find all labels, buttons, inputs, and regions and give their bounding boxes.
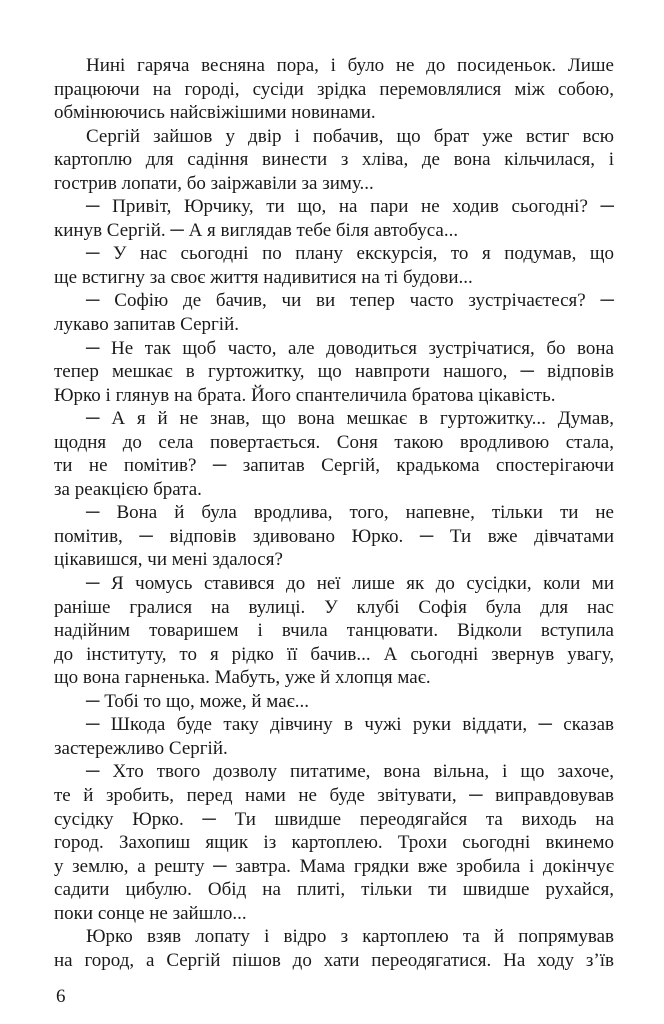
text-line: обмінюючись найсвіжішими новинами.: [54, 102, 376, 124]
text-line: цікавишся, чи мені здалося?: [54, 549, 283, 571]
text-line: ти не помітив? ─ запитав Сергій, крадькома спостерігаючи: [54, 455, 614, 477]
text-line: раніше гралися на вулиці. У клубі Софія була для нас: [54, 596, 614, 618]
text-line: город. Захопиш ящик із картоплею. Трохи сьогодні вкинемо: [54, 832, 614, 854]
text-line: Нині гаряча весняна пора, і було не до посиденьок. Лише: [86, 55, 614, 76]
text-line: що вона гарненька. Мабуть, уже й хлопця має.: [54, 667, 431, 689]
text-line: на город, а Сергій пішов до хати переодягатися. На ходу з’їв: [54, 949, 614, 971]
text-line: працюючи на городі, сусіди зрідка перемовлялися між собою,: [54, 78, 614, 100]
text-line: те й зробить, перед нами не буде звітувати, ─ виправдовував: [54, 784, 614, 806]
text-line: гострив лопати, бо заіржавіли за зиму...: [54, 172, 374, 194]
text-line: ─ А я й не знав, що вона мешкає в гуртожитку... Думав,: [86, 408, 614, 430]
page-number: 6: [56, 986, 66, 1007]
text-line: лукаво запитав Сергій.: [54, 314, 239, 336]
text-line: тепер мешкає в гуртожитку, що навпроти нашого, ─ відповів: [54, 361, 614, 383]
text-line: ─ Вона й була вродлива, того, напевне, тільки ти не: [86, 502, 614, 524]
text-line: ще встигну за своє життя надивитися на ті будови...: [54, 266, 473, 288]
text-line: ─ Тобі то що, може, й має...: [86, 690, 310, 712]
text-line: садити цибулю. Обід на плиті, тільки ти швидше рухайся,: [54, 879, 614, 901]
text-line: ─ Софію де бачив, чи ви тепер часто зустрічаєтеся? ─: [86, 290, 614, 312]
text-line: ─ Я чомусь ставився до неї лише як до сусідки, коли ми: [86, 573, 614, 595]
text-line: картоплю для садіння винести з хліва, де вона кільчилася, і: [54, 149, 614, 171]
text-line: надійним товаришем і вчила танцювати. Відколи вступила: [54, 620, 614, 642]
text-line: за реакцією брата.: [54, 478, 202, 500]
text-line: застережливо Сергій.: [54, 737, 228, 759]
text-line: у землю, а решту ─ завтра. Мама грядки вже зробила і докінчує: [54, 855, 614, 877]
text-line: ─ Не так щоб часто, але доводиться зустрічатися, бо вона: [86, 337, 614, 359]
text-line: кинув Сергій. ─ А я виглядав тебе біля автобуса...: [54, 219, 459, 241]
text-line: помітив, ─ відповів здивовано Юрко. ─ Ти вже дівчатами: [54, 525, 614, 547]
text-line: Юрко і глянув на брата. Його спантеличила братова цікавість.: [54, 384, 556, 406]
text-line: ─ Хто твого дозволу питатиме, вона вільна, і що захоче,: [86, 761, 614, 783]
text-line: ─ Шкода буде таку дівчину в чужі руки віддати, ─ сказав: [86, 714, 614, 736]
text-line: до інституту, то я рідко її бачив... А сьогодні звернув увагу,: [54, 643, 614, 665]
text-line: Юрко взяв лопату і відро з картоплею та й попрямував: [86, 926, 614, 948]
text-line: Сергій зайшов у двір і побачив, що брат уже встиг всю: [86, 125, 614, 147]
text-line: щодня до села повертається. Соня такою вродливою стала,: [54, 431, 614, 453]
text-line: поки сонце не зайшло...: [54, 902, 247, 924]
page-body-text: [54, 54, 614, 972]
text-line: ─ Привіт, Юрчику, ти що, на пари не ходив сьогодні? ─: [86, 196, 614, 218]
text-line: сусідку Юрко. ─ Ти швидше переодягайся та виходь на: [54, 808, 614, 830]
text-line: ─ У нас сьогодні по плану екскурсія, то я подумав, що: [86, 243, 614, 265]
